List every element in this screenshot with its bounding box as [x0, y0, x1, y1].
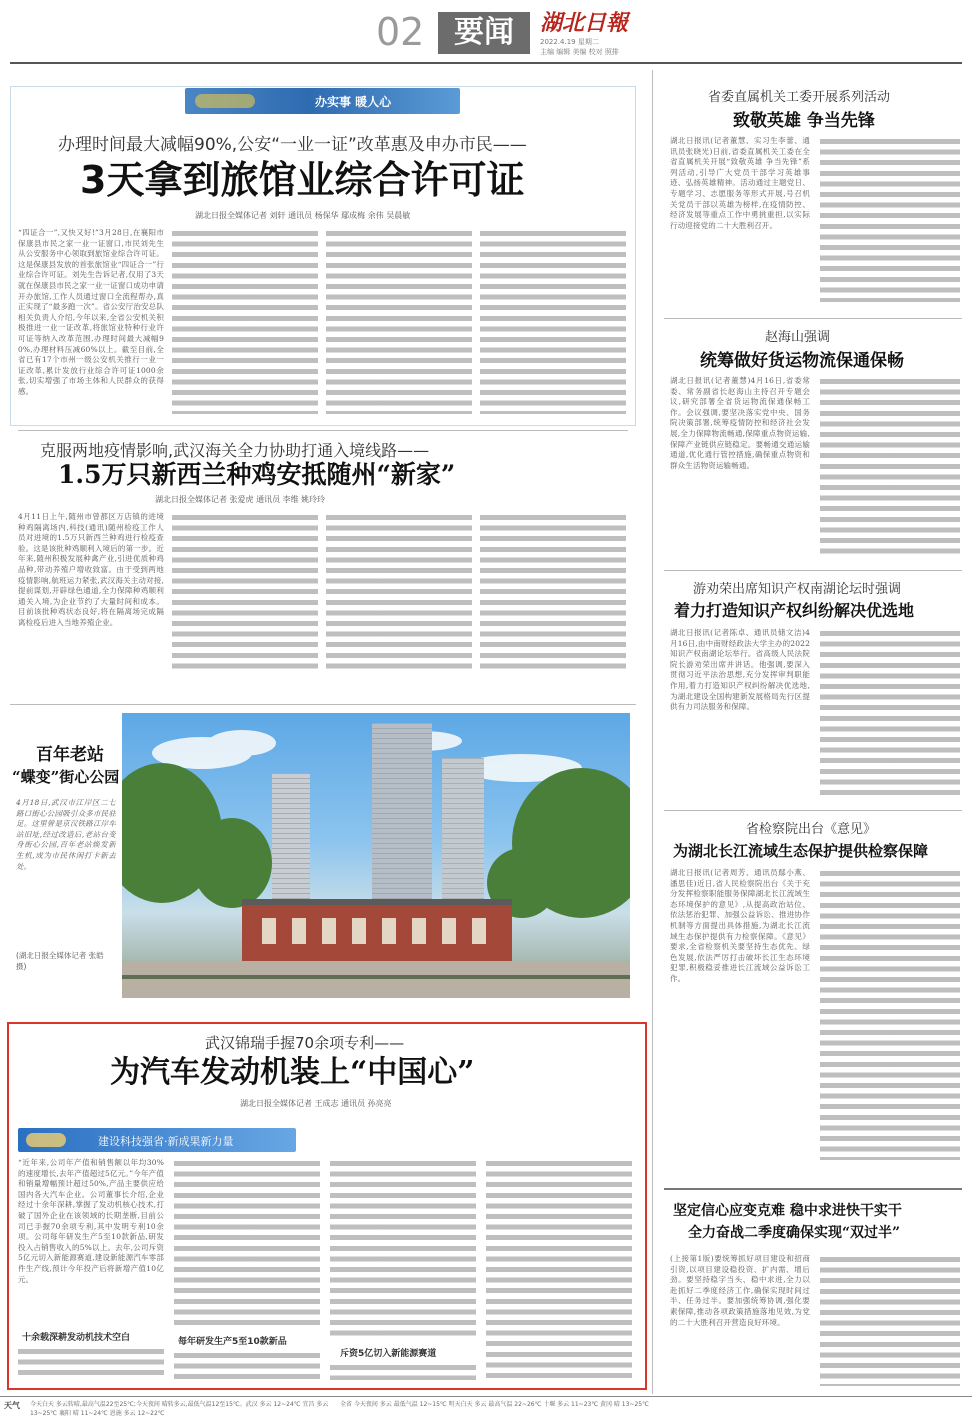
story3-text: “近年来,公司年产值和销售额以年均30%的速度增长,去年产值超过5亿元。”今年产值和销量增幅预计超过50%,产品主要供应给国内各大汽车企业。公司董事长介绍,企业经过十余年深耕,掌握了发动机核心技术,打破了国外企业在该领域的长期垄断,目前公司已手握70余项专利,其中发明专利10余项。公司每年研发生产5至10款新品,研发投入占销售收入的5%以上。去年,公司斥资5亿元切入新能源赛道,建设新能源汽车零部件生产线,预计今年投产后将新增产值10亿元。: [18, 1158, 164, 1284]
right5-text: (上接第1版)要统筹抓好项目建设和招商引资,以项目建设稳投资、扩内需、增后劲。要坚持稳字当头、稳中求进,全力以赴抓好二季度经济工作,确保实现时间过半、任务过半。要加强统筹协调,强化要素保障,推动各项政策措施落地见效,为党的二十大胜利召开营造良好环境。: [670, 1254, 810, 1327]
banner: [185, 88, 460, 114]
footer-weather: 今天白天 多云转晴,最高气温22至25℃;今天夜间 晴转多云,最低气温12至15℃。武汉 多云 12~24℃ 宜昌 多云 13~25℃ 襄阳 晴 11~24℃ 恩施 多云 12~22℃: [30, 1401, 329, 1417]
story1-col-3: [326, 228, 472, 414]
side-story-credit: (湖北日报全媒体记者 张皓 摄): [16, 951, 104, 971]
story1-col-1: [18, 228, 164, 414]
story3-subhead-2: 每年研发生产5至10款新品: [178, 1337, 287, 1347]
column-divider: [652, 70, 653, 1394]
right3-col-2: [820, 628, 960, 798]
paper-logo: 湖北日報: [540, 10, 629, 36]
right2-kicker: 赵海山强调: [765, 330, 831, 345]
right4-col-2: [820, 868, 960, 1160]
side-story-title-2: “蝶变”街心公园: [12, 768, 120, 786]
column-badge-icon: [26, 1133, 66, 1147]
news-photo: [122, 713, 630, 998]
right3-body: [670, 628, 962, 798]
photo-divider: [10, 704, 636, 705]
story2-col-4: [480, 512, 626, 672]
story3-subhead-1: 十余载深耕发动机技术空白: [22, 1333, 131, 1343]
story2-col-2: [172, 512, 318, 672]
story3-subhead-3: 斥资5亿切入新能源赛道: [340, 1349, 437, 1359]
plaza-ground: [122, 961, 630, 998]
side-story-body: [16, 798, 116, 946]
right1-col-2: [820, 136, 960, 302]
side-story-text: 4月18日,武汉市江岸区二七路口街心公园吸引众多市民驻足。这里曾是京汉铁路江岸车站旧址,经过改造后,老站台变身街心公园,百年老站焕发新生机,成为市民休闲打卡新去处。: [16, 798, 116, 871]
footer-divider: [0, 1396, 972, 1397]
story1-body: [18, 228, 628, 414]
story1-kicker: 办理时间最大减幅90%,公安“一业一证”改革惠及申办市民——: [58, 135, 527, 155]
story2-divider: [18, 430, 628, 431]
photo-scene: [122, 713, 630, 998]
right2-body: [670, 376, 962, 558]
column-badge-label: 建设科技强省·新成果新力量: [98, 1135, 234, 1148]
right5-body: [670, 1254, 962, 1386]
story1-text: “四证合一”,又快又好!”3月28日,在襄阳市保康县市民之家一业一证窗口,市民刘先生从公安服务中心领取到旅馆业综合许可证。这是保康县发放的首张旅馆业“四证合一”行业综合许可证。刘先生告诉记者,仅用了3天就在保康县市民之家一业一证窗口成功申请开办旅馆,工作人员通过窗口全流程帮办,真正实现了“最多跑一次”。省公安厅治安总队相关负责人介绍,今年以来,全省公安机关积极推进一业一证改革,将旅馆业特种行业许可证等纳入改革范围,办理时间最大减幅90%,办理材料压减60%以上。截至目前,全省已有17个市州一级公安机关推行一业一证改革,累计发放行业综合许可证1000余张,切实增强了市场主体和人民群众的获得感。: [18, 228, 164, 396]
story3-title: 为汽车发动机装上“中国心”: [110, 1055, 475, 1090]
page-number: 02: [376, 10, 425, 54]
right3-divider: [664, 570, 962, 571]
banner-stamp-icon: [195, 94, 255, 108]
story2-kicker: 克服两地疫情影响,武汉海关全力协助打通入境线路——: [40, 441, 430, 460]
right4-col-1: [670, 868, 810, 1160]
footer-weather-label: 天气: [4, 1401, 20, 1410]
story1-col-2: [172, 228, 318, 414]
right3-text: 湖北日报讯(记者陈卓、通讯员储文洁)4月16日,由中南财经政法大学主办的2022知识产权南湖论坛举行。省高级人民法院院长游劝荣出席并讲话。他强调,要深入贯彻习近平法治思想,充分发挥审判职能作用,着力打造知识产权纠纷解决优选地,为湖北建设全国构建新发展格局先行区提供有力司法服务和保障。: [670, 628, 810, 712]
right5-title-2: 全力奋战二季度确保实现“双过半”: [688, 1225, 901, 1241]
masthead-divider: [10, 62, 962, 64]
story3-byline: 湖北日报全媒体记者 王成志 通讯员 孙亮亮: [240, 1099, 392, 1108]
issue-date: 2022.4.19 星期二: [540, 38, 599, 46]
right5-title-1: 坚定信心应变克难 稳中求进快干实干: [673, 1203, 902, 1219]
section-title: 要闻: [438, 12, 530, 54]
column-badge: [18, 1128, 296, 1152]
right4-body: [670, 868, 962, 1160]
right4-kicker: 省检察院出台《意见》: [746, 822, 877, 837]
story3-col-2: [174, 1158, 320, 1380]
story2-byline: 湖北日报全媒体记者 张爱虎 通讯员 李维 姚玲玲: [155, 495, 326, 504]
right1-body: [670, 136, 962, 302]
right4-title: 为湖北长江流域生态保护提供检察保障: [673, 842, 929, 860]
masthead: [0, 0, 972, 64]
cloud-icon: [152, 730, 582, 782]
right2-text: 湖北日报讯(记者董慧)4月16日,省委常委、常务副省长赵海山主持召开专题会议,研究部署全省货运物流保通保畅工作。会议强调,要坚决落实党中央、国务院决策部署,统筹疫情防控和经济社会发展,全力保障物流畅通,保障重点物资运输,保障产业链供应链稳定。要畅通交通运输通道,优化通行管控措施,确保重点物资和群众生活物资运输畅通。: [670, 376, 810, 470]
right2-divider: [664, 318, 962, 319]
right2-col-2: [820, 376, 960, 558]
story3-col-1: [18, 1158, 164, 1380]
story2-title: 1.5万只新西兰种鸡安抵随州“新家”: [58, 460, 456, 489]
story2-col-1: [18, 512, 164, 672]
story1-col-4: [480, 228, 626, 414]
right3-kicker: 游劝荣出席知识产权南湖论坛时强调: [693, 582, 902, 597]
banner-label: 办实事 暖人心: [315, 95, 392, 109]
right4-divider: [664, 810, 962, 811]
story1-byline: 湖北日报全媒体记者 刘轩 通讯员 杨保华 鄢成梅 余伟 吴晨敏: [195, 211, 411, 220]
right1-text: 湖北日报讯(记者董慧、实习生李蕾、通讯员张晓光)日前,省委直属机关工委在全省直属机关开展“致敬英雄 争当先锋”系列活动,引导广大党员干部学习英雄事迹、弘扬英雄精神。活动通过主题党日、专题学习、志愿服务等形式开展,号召机关党员干部以英雄为榜样,在疫情防控、经济发展等重点工作中勇挑重担,以实际行动迎接党的二十大胜利召开。: [670, 136, 810, 230]
story3-col-3: [330, 1158, 476, 1380]
right5-col-2: [820, 1254, 960, 1386]
right5-col-1: [670, 1254, 810, 1386]
editor-line: 主编 编辑 美编 校对 照排: [540, 48, 619, 56]
story3-kicker: 武汉锦瑞手握70余项专利——: [205, 1034, 405, 1052]
right5-divider: [664, 1188, 962, 1190]
right1-title: 致敬英雄 争当先锋: [733, 111, 875, 131]
story1-title: 3天拿到旅馆业综合许可证: [80, 158, 525, 202]
story3-body: [18, 1158, 638, 1380]
right1-col-1: [670, 136, 810, 302]
side-story-title-1: 百年老站: [36, 745, 104, 765]
story2-body: [18, 512, 628, 672]
right4-text: 湖北日报讯(记者周芳、通讯员鄢小燕、潘思佳)近日,省人民检察院出台《关于充分发挥检察职能服务保障湖北长江流域生态环境保护的意见》,从提高政治站位、依法惩治犯罪、加强公益诉讼、推进协作机制等方面提出具体措施,为湖北长江流域生态保护提供有力检察保障。《意见》要求,全省检察机关要坚持生态优先、绿色发展,依法严厉打击破坏长江生态环境犯罪,积极稳妥推进长江流域公益诉讼工作。: [670, 868, 810, 983]
story2-text: 4月11日上午,随州市曾都区万店镇的进境种鸡隔离场内,科技(通讯)随州检疫工作人员对进境的1.5万只新西兰种鸡进行检疫查验。这是该批种鸡顺利入境后的第一步。近年来,随州积极发展种禽产业,引进优质种鸡品种,带动养殖户增收致富。由于受到两地疫情影响,航班运力紧张,武汉海关主动对接,提前谋划,开辟绿色通道,全力保障种鸡顺利通关入境,为企业节约了大量时间和成本。目前该批种鸡状态良好,将在隔离场完成隔离检疫后进入当地养殖企业。: [18, 512, 164, 627]
right2-title: 统筹做好货运物流保通保畅: [700, 351, 904, 371]
story2-col-3: [326, 512, 472, 672]
story3-col-4: [486, 1158, 632, 1380]
old-station-building: [242, 903, 512, 963]
right2-col-1: [670, 376, 810, 558]
footer-right: 全省 今天夜间 多云 最低气温 12~15℃ 明天白天 多云 最高气温 22~26℃ 十堰 多云 11~23℃ 黄冈 晴 13~25℃: [340, 1401, 649, 1408]
right1-kicker: 省委直属机关工委开展系列活动: [708, 90, 891, 105]
right3-col-1: [670, 628, 810, 798]
right3-title: 着力打造知识产权纠纷解决优选地: [674, 601, 915, 620]
